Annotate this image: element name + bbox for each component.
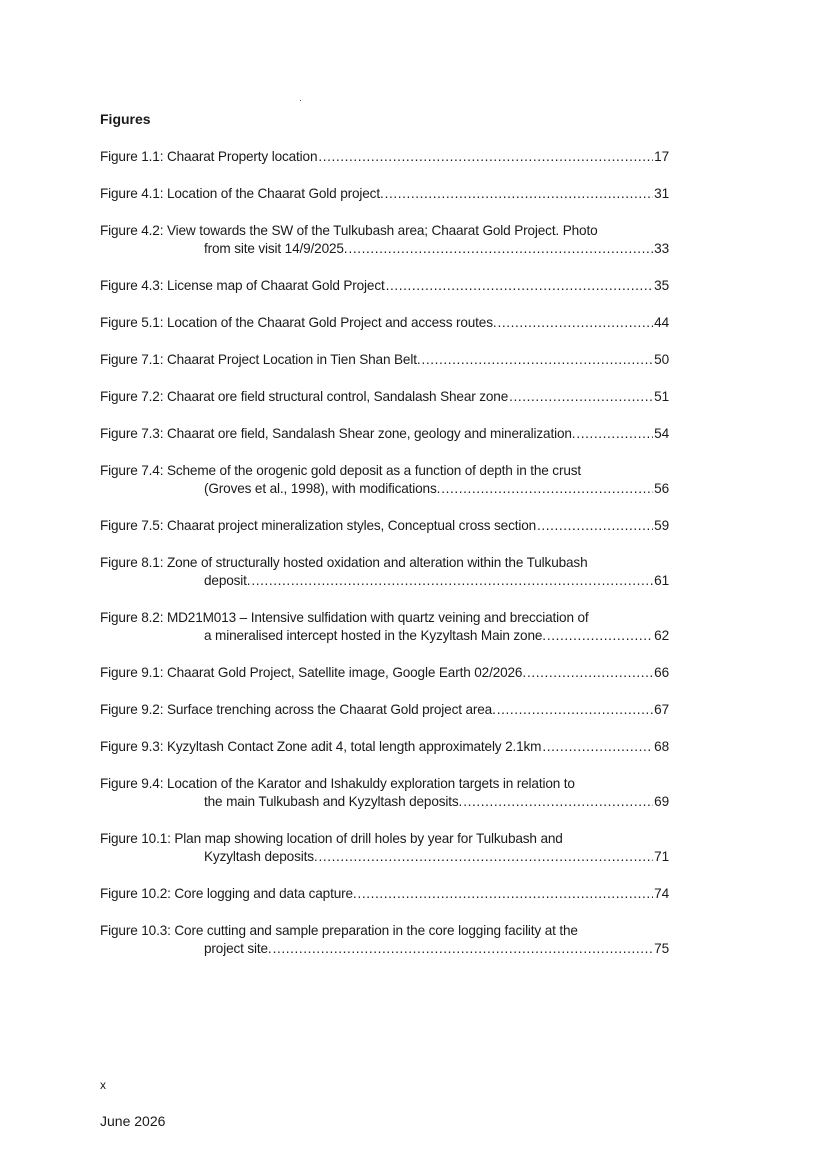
dot-leader	[441, 480, 653, 498]
toc-entry-title: Figure 7.2: Chaarat ore field structural control, Sandalash Shear zone	[100, 389, 509, 404]
toc-entry-title: Figure 8.1: Zone of structurally hosted oxidation and alteration within the Tulkubash	[100, 555, 588, 570]
toc-entry-title: Figure 7.3: Chaarat ore field, Sandalash Shear zone, geology and mineralization.	[100, 426, 576, 441]
toc-entry[interactable]	[100, 148, 669, 166]
toc-entry[interactable]	[100, 388, 669, 406]
toc-entry[interactable]	[100, 462, 669, 498]
dot-leader	[537, 517, 653, 535]
toc-entry-page: 67	[654, 702, 669, 717]
toc-entry[interactable]	[100, 738, 669, 756]
dot-leader	[385, 185, 654, 203]
toc-entry-title-continued: the main Tulkubash and Kyzyltash deposits.	[204, 794, 463, 809]
toc-entry-continuation	[204, 940, 669, 958]
toc-entry-title-continued: deposit.	[204, 573, 251, 588]
toc-entry-title: Figure 9.2: Surface trenching across the Chaarat Gold project area.	[100, 702, 496, 717]
toc-entry-title: Figure 4.1: Location of the Chaarat Gold project.	[100, 186, 384, 201]
toc-entry-title: Figure 8.2: MD21M013 – Intensive sulfidation with quartz veining and brecciation of	[100, 610, 589, 625]
toc-entry[interactable]	[100, 425, 669, 443]
toc-entry[interactable]	[100, 885, 669, 903]
toc-entry-title-continued: Kyzyltash deposits.	[204, 849, 318, 864]
toc-entry[interactable]	[100, 517, 669, 535]
dot-leader	[348, 240, 653, 258]
figures-list	[100, 148, 669, 977]
dot-leader	[542, 738, 653, 756]
toc-entry-page: 33	[654, 241, 669, 256]
toc-entry-title: Figure 1.1: Chaarat Property location	[100, 149, 318, 164]
toc-entry[interactable]	[100, 830, 669, 866]
toc-entry-title-continued: project site.	[204, 941, 272, 956]
dot-leader	[273, 940, 654, 958]
toc-entry[interactable]	[100, 185, 669, 203]
toc-entry-title: Figure 7.4: Scheme of the orogenic gold deposit as a function of depth in the crust	[100, 463, 582, 478]
toc-entry[interactable]	[100, 775, 669, 811]
toc-entry-page: 50	[654, 352, 669, 367]
toc-entry-page: 17	[654, 149, 669, 164]
toc-entry-continuation	[204, 480, 669, 498]
toc-entry-title: Figure 10.3: Core cutting and sample preparation in the core logging facility at the	[100, 923, 578, 938]
dot-leader	[386, 277, 654, 295]
toc-entry-title: Figure 4.3: License map of Chaarat Gold Project	[100, 278, 385, 293]
toc-entry-page: 75	[654, 941, 669, 956]
scan-speck	[300, 100, 301, 101]
toc-entry-title: Figure 7.1: Chaarat Project Location in Tien Shan Belt.	[100, 352, 421, 367]
toc-entry-page: 71	[654, 849, 669, 864]
toc-entry-page: 51	[654, 389, 669, 404]
toc-entry-page: 68	[654, 739, 669, 754]
dot-leader	[251, 572, 653, 590]
toc-entry-title: Figure 10.1: Plan map showing location of drill holes by year for Tulkubash and	[100, 831, 563, 846]
dot-leader	[509, 388, 653, 406]
footer-date: June 2026	[100, 1113, 166, 1129]
toc-entry-title: Figure 4.2: View towards the SW of the Tulkubash area; Chaarat Gold Project. Photo	[100, 223, 598, 238]
dot-leader	[421, 351, 653, 369]
toc-entry[interactable]	[100, 277, 669, 295]
toc-entry[interactable]	[100, 351, 669, 369]
toc-entry-page: 54	[654, 426, 669, 441]
page-number-mark: x	[100, 1078, 106, 1092]
dot-leader	[576, 425, 653, 443]
toc-entry-title: Figure 5.1: Location of the Chaarat Gold Project and access routes.	[100, 315, 497, 330]
toc-entry-title: Figure 10.2: Core logging and data capture.	[100, 886, 357, 901]
toc-entry-title-continued: from site visit 14/9/2025.	[204, 241, 348, 256]
toc-entry[interactable]	[100, 609, 669, 645]
toc-entry-continuation	[204, 793, 669, 811]
toc-entry-page: 31	[654, 186, 669, 201]
toc-entry-continuation	[204, 627, 669, 645]
toc-entry-title-continued: a mineralised intercept hosted in the Kyzyltash Main zone.	[204, 628, 546, 643]
toc-entry-title: Figure 9.3: Kyzyltash Contact Zone adit 4, total length approximately 2.1km	[100, 739, 542, 754]
dot-leader	[497, 314, 653, 332]
toc-entry-page: 74	[654, 886, 669, 901]
toc-entry[interactable]	[100, 922, 669, 958]
toc-entry-title-continued: (Groves et al., 1998), with modifications.	[204, 481, 441, 496]
toc-entry-title: Figure 9.1: Chaarat Gold Project, Satellite image, Google Earth 02/2026.	[100, 665, 526, 680]
section-heading: Figures	[100, 111, 151, 127]
toc-entry-title: Figure 7.5: Chaarat project mineralization styles, Conceptual cross section	[100, 518, 537, 533]
toc-entry[interactable]	[100, 554, 669, 590]
dot-leader	[547, 627, 653, 645]
toc-entry-page: 66	[654, 665, 669, 680]
toc-entry-page: 61	[654, 573, 669, 588]
dot-leader	[318, 148, 653, 166]
toc-entry-page: 44	[654, 315, 669, 330]
dot-leader	[358, 885, 654, 903]
toc-entry-page: 69	[654, 794, 669, 809]
toc-entry-page: 62	[654, 628, 669, 643]
toc-entry[interactable]	[100, 314, 669, 332]
toc-entry-continuation	[204, 848, 669, 866]
dot-leader	[527, 664, 653, 682]
toc-entry-page: 35	[654, 278, 669, 293]
toc-entry-title: Figure 9.4: Location of the Karator and Ishakuldy exploration targets in relation to	[100, 776, 575, 791]
toc-entry[interactable]	[100, 701, 669, 719]
dot-leader	[463, 793, 653, 811]
toc-entry-page: 56	[654, 481, 669, 496]
dot-leader	[319, 848, 654, 866]
toc-entry-page: 59	[654, 518, 669, 533]
toc-entry-continuation	[204, 240, 669, 258]
toc-entry-continuation	[204, 572, 669, 590]
dot-leader	[497, 701, 653, 719]
toc-entry[interactable]	[100, 664, 669, 682]
toc-entry[interactable]	[100, 222, 669, 258]
